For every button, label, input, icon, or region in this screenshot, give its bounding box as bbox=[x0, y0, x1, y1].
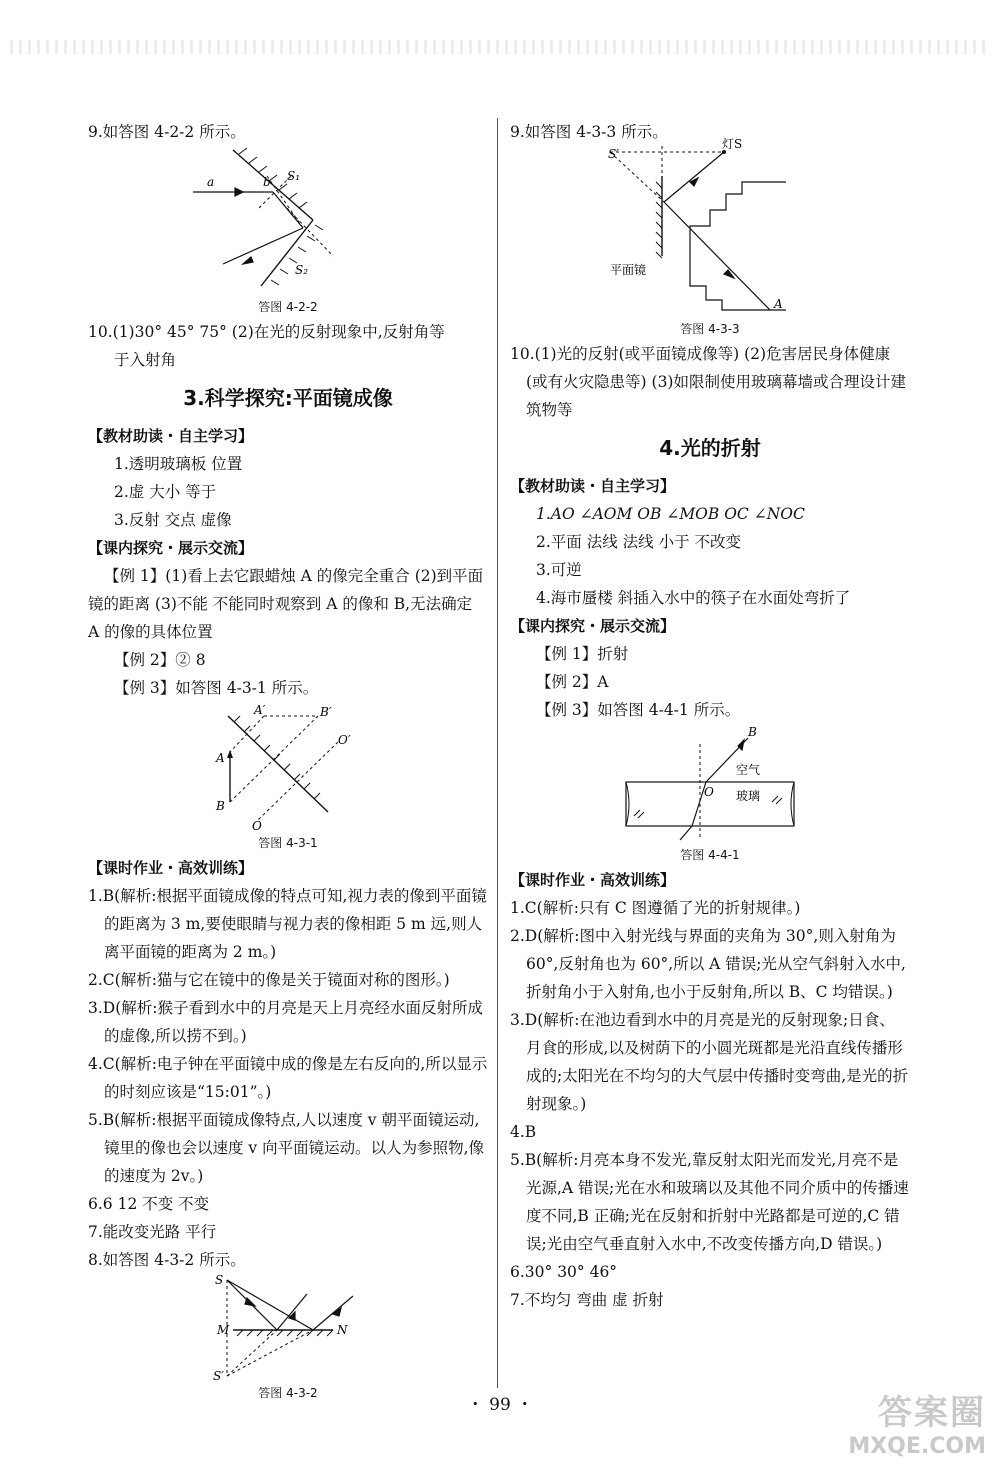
homework-item: 7.能改变光路 平行 bbox=[88, 1223, 217, 1241]
self-study-item: 1.AO ∠AOM OB ∠MOB OC ∠NOC bbox=[536, 505, 805, 523]
section-heading: 【课时作业・高效训练】 bbox=[510, 871, 676, 889]
label-o: O bbox=[252, 819, 262, 833]
label-air: 空气 bbox=[736, 763, 761, 777]
label-s-prime: S′ bbox=[213, 1369, 224, 1383]
homework-item: 2.C(解析:猫与它在镜中的像是关于镜面对称的图形。) bbox=[88, 971, 450, 989]
scan-noise bbox=[10, 40, 990, 54]
left-q10-line1: 10.(1)30° 45° 75° (2)在光的反射现象中,反射角等 bbox=[88, 323, 445, 341]
homework-item: 5.B(解析:根据平面镜成像特点,人以速度 v 朝平面镜运动,镜里的像也会以速度 v 向平面镜运动。以人为参照物,像的速度为 2v。) bbox=[88, 1111, 485, 1185]
self-study-item: 3.可逆 bbox=[536, 561, 582, 579]
section-heading: 【课内探究・展示交流】 bbox=[510, 617, 676, 635]
homework-item: 6.30° 30° 46° bbox=[510, 1263, 618, 1281]
example-2: 【例 2】② 8 bbox=[114, 651, 206, 669]
homework-item: 8.如答图 4-3-2 所示。 bbox=[88, 1251, 246, 1269]
label-s: S bbox=[215, 1273, 224, 1287]
figure-4-4-1 bbox=[620, 724, 800, 844]
right-q9: 9.如答图 4-3-3 所示。 bbox=[510, 123, 668, 141]
section-heading: 【教材助读・自主学习】 bbox=[88, 427, 254, 445]
homework-item: 4.C(解析:电子钟在平面镜中成的像是左右反向的,所以显示的时刻应该是“15:01”。) bbox=[88, 1055, 488, 1101]
label-b: B bbox=[216, 799, 225, 813]
watermark-line2: MXQE.COM bbox=[848, 1434, 986, 1459]
figure-caption: 答图 4-3-3 bbox=[680, 322, 740, 336]
label-lamp: 灯S bbox=[722, 137, 743, 151]
example-3: 【例 3】如答图 4-3-1 所示。 bbox=[114, 679, 319, 697]
self-study-item: 4.海市蜃楼 斜插入水中的筷子在水面处弯折了 bbox=[536, 589, 851, 607]
homework-item: 1.C(解析:只有 C 图遵循了光的折射规律。) bbox=[510, 899, 801, 917]
label-m: M bbox=[217, 1323, 230, 1337]
section-title-4: 4.光的折射 bbox=[659, 436, 761, 460]
right-column bbox=[510, 118, 910, 1314]
self-study-item: 1.透明玻璃板 位置 bbox=[114, 455, 243, 473]
figure-caption: 答图 4-2-2 bbox=[258, 300, 318, 314]
section-title-3: 3.科学探究:平面镜成像 bbox=[183, 386, 393, 410]
homework-item: 3.D(解析:在池边看到水中的月亮是光的反射现象;日食、月食的形成,以及树荫下的小圆光斑都是光沿直线传播形成的;太阳光在不均匀的大气层中传播时变弯曲,是光的折射现象。) bbox=[510, 1011, 909, 1113]
homework-item: 6.6 12 不变 不变 bbox=[88, 1195, 210, 1213]
label-o-prime: O′ bbox=[338, 733, 351, 747]
label-n: N bbox=[337, 1323, 348, 1337]
figure-4-3-3 bbox=[608, 137, 810, 318]
self-study-item: 2.虚 大小 等于 bbox=[114, 483, 217, 501]
figure-caption: 答图 4-4-1 bbox=[680, 848, 740, 862]
label-b: B bbox=[748, 725, 757, 739]
label-b: b bbox=[263, 175, 271, 189]
label-s-prime: S′ bbox=[608, 147, 619, 161]
left-column bbox=[88, 118, 488, 1404]
left-q10-line2: 于入射角 bbox=[114, 351, 177, 369]
figure-caption: 答图 4-3-2 bbox=[258, 1386, 318, 1400]
homework-item: 7.不均匀 弯曲 虚 折射 bbox=[510, 1291, 664, 1309]
label-a: a bbox=[207, 175, 215, 189]
label-a: A bbox=[216, 751, 225, 765]
section-heading: 【教材助读・自主学习】 bbox=[510, 477, 676, 495]
label-a: A bbox=[774, 297, 783, 311]
figure-4-3-1 bbox=[208, 702, 368, 832]
example-1: 【例 1】(1)看上去它跟蜡烛 A 的像完全重合 (2)到平面镜的距离 (3)不能 不能同时观察到 A 的像和 B,无法确定 A 的像的具体位置 bbox=[88, 567, 484, 641]
self-study-item: 3.反射 交点 虚像 bbox=[114, 511, 232, 529]
example-3: 【例 3】如答图 4-4-1 所示。 bbox=[536, 701, 741, 719]
homework-item: 3.D(解析:猴子看到水中的月亮是天上月亮经水面反射所成的虚像,所以捞不到。) bbox=[88, 999, 483, 1045]
homework-item: 2.D(解析:图中入射光线与界面的夹角为 30°,则入射角为 60°,反射角也为 60°,所以 A 错误;光从空气斜射入水中,折射角小于入射角,也小于反射角,所以 B、C 均错误。) bbox=[510, 927, 906, 1001]
homework-item: 5.B(解析:月亮本身不发光,靠反射太阳光而发光,月亮不是光源,A 错误;光在水和玻璃以及其他不同介质中的传播速度不同,B 正确;光在反射和折射中光路都是可逆的,C 错误;光由空气垂直射入水中,不改变传播方向,D 错误。) bbox=[510, 1151, 909, 1253]
section-heading: 【课时作业・高效训练】 bbox=[88, 859, 254, 877]
self-study-item: 2.平面 法线 法线 小于 不改变 bbox=[536, 533, 741, 551]
label-o: O bbox=[704, 785, 714, 799]
section-heading: 【课内探究・展示交流】 bbox=[88, 539, 254, 557]
label-a-prime: A′ bbox=[254, 703, 266, 717]
label-s1: S₁ bbox=[287, 169, 301, 183]
label-mirror: 平面镜 bbox=[610, 263, 647, 277]
left-q9: 9.如答图 4-2-2 所示。 bbox=[88, 123, 246, 141]
homework-item: 1.B(解析:根据平面镜成像的特点可知,视力表的像到平面镜的距离为 3 m,要使眼睛与视力表的像相距 5 m 远,则人离平面镜的距离为 2 m。) bbox=[88, 887, 487, 961]
watermark bbox=[848, 1385, 986, 1459]
page-number: ・ 99 ・ bbox=[466, 1395, 534, 1415]
watermark-line1: 答案圈 bbox=[878, 1393, 986, 1433]
figure-4-3-2 bbox=[203, 1274, 373, 1382]
column-divider bbox=[497, 118, 498, 1388]
figure-4-2-2 bbox=[193, 146, 383, 296]
right-q10: 10.(1)光的反射(或平面镜成像等) (2)危害居民身体健康(或有火灾隐患等) (3)如限制使用玻璃幕墙或合理设计建筑物等 bbox=[510, 345, 906, 419]
label-glass: 玻璃 bbox=[736, 789, 761, 803]
label-s2: S₂ bbox=[295, 263, 309, 277]
example-2: 【例 2】A bbox=[536, 673, 609, 691]
example-1: 【例 1】折射 bbox=[536, 645, 629, 663]
homework-item: 4.B bbox=[510, 1123, 537, 1141]
label-b-prime: B′ bbox=[320, 705, 332, 719]
figure-caption: 答图 4-3-1 bbox=[258, 836, 318, 850]
